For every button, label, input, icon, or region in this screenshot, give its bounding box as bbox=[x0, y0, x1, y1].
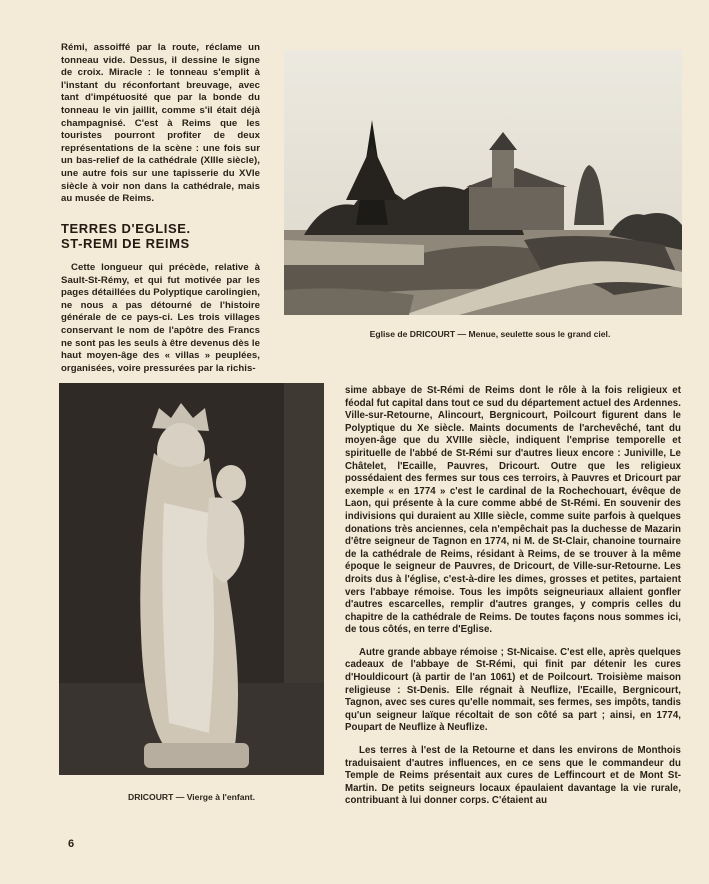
madonna-photo bbox=[59, 383, 324, 775]
main-paragraph-1: sime abbaye de St-Rémi de Reims dont le rôle à la fois religieux et féodal fut capital dans tout ce sud du département actuel des Ardennes. Ville-sur-Retourne, Alincourt, Bergnicourt, Poilcourt figurent dans le Polyptique du Xe siècle. Maints documents de l'archevêché, tant du moyen-âge que du XVIIIe siècle, indiquent l'emprise temporelle et spirituelle de l'abbé de St-Rémi sur d'autres lieux encore : Juniville, Le Châtelet, l'Ecaille, Pauvres, Dricourt. Outre que les religieux possédaient des fermes sur tous ces terroirs, à Pauvres et Dricourt par exemple « en 1774 » c'est le cardinal de la Rochechouart, évêque de Laon, qui présente à la cure comme abbé de St-Rémi. En souvenir des indivisions qui duraient au XIIIe siècle, comme suite parfois à quelques donations très anciennes, cela n'empêchait pas la duchesse de Mazarin d'être seigneur de Tagnon en 1774, ni M. de St-Clair, chanoine tournaire de la cathédrale de Reims, résidant à Reims, de se trouver à la même époque le seigneur de Pauvres, de Dricourt, de Ville-sur-Retourne. Les droits dus à l'église, c'est-à-dire les dimes, grosses et petites, partaient vers l'abbaye rémoise. Tous les impôts seigneuriaux allaient gonfler d'autres escarcelles, remplir d'autres granges, y compris celles du chapitre de la cathédrale de Reims. De toutes façons nous sommes ici, de tous côtés, en terre d'Eglise. bbox=[345, 385, 681, 636]
section-heading-line2: ST-REMI DE REIMS bbox=[61, 236, 190, 251]
madonna-photo-caption: DRICOURT — Vierge à l'enfant. bbox=[128, 792, 255, 802]
page-number: 6 bbox=[68, 838, 75, 850]
main-article-column bbox=[345, 385, 681, 818]
madonna-illustration bbox=[59, 383, 324, 775]
intro-text: Rémi, assoiffé par la route, réclame un tonneau vide. Dessus, il dessine le signe de croix. Miracle : le tonneau s'emplit à l'instant du réconfortant breuvage, avec tant d'impétuosité que par la bonde du tonneau le vin jaillit, comme s'il était déjà champagnisé. C'est à Reims que les touristes pourront profiter de deux représentations de la scène : une fois sur un bas-relief de la cathédrale (XIIIe siècle), une autre fois sur une tapisserie du XVIe siècle à voir non dans la cathédrale, mais au musée de Reims. bbox=[61, 42, 260, 205]
section-heading-line1: TERRES D'EGLISE. bbox=[61, 221, 191, 236]
church-illustration bbox=[284, 50, 682, 315]
section-heading bbox=[61, 221, 260, 251]
section-body bbox=[61, 262, 260, 375]
church-photo-caption: Eglise de DRICOURT — Menue, seulette sous le grand ciel. bbox=[369, 329, 611, 339]
intro-paragraph bbox=[61, 42, 260, 206]
section-body-text: Cette longueur qui précède, relative à Sault-St-Rémy, et qui fut motivée par les pages détaillées du Polyptique carolingien, ne nous a pas détourné de l'histoire générale de ce pays-ci. Les trois villages conservant le nom de l'apôtre des Francs ne sont pas les seuls à être devenus dès le haut moyen-âge des « villas » peuplées, organisées, voire pressurées par la richis- bbox=[61, 262, 260, 374]
main-paragraph-2: Autre grande abbaye rémoise ; St-Nicaise. C'est elle, après quelques cadeaux de l'abbaye de St-Rémi, qui finit par détenir les cures d'Houldicourt (à partir de l'an 1061) et de Poilcourt. Troisième maison religieuse : St-Denis. Elle régnait à Neuflize, l'Ecaille, Bergnicourt, Tagnon, avec ses cures qu'elle nommait, ses fermes, ses impôts, tandis qu'un seigneur laïque récoltait de son côté sa part ; ainsi, en 1774, Poupart de Neuflize à Neuflize. bbox=[345, 646, 681, 734]
main-paragraph-3: Les terres à l'est de la Retourne et dans les environs de Monthois traduisaient d'autres influences, en ce sens que le commandeur du Temple de Reims présentait aux cures de Leffincourt et de Mont St-Martin. De petits seigneurs locaux épaulaient davantage la vie rurale, contribuant à lui donner corps. C'étaient au bbox=[345, 745, 681, 807]
church-photo bbox=[284, 50, 682, 315]
